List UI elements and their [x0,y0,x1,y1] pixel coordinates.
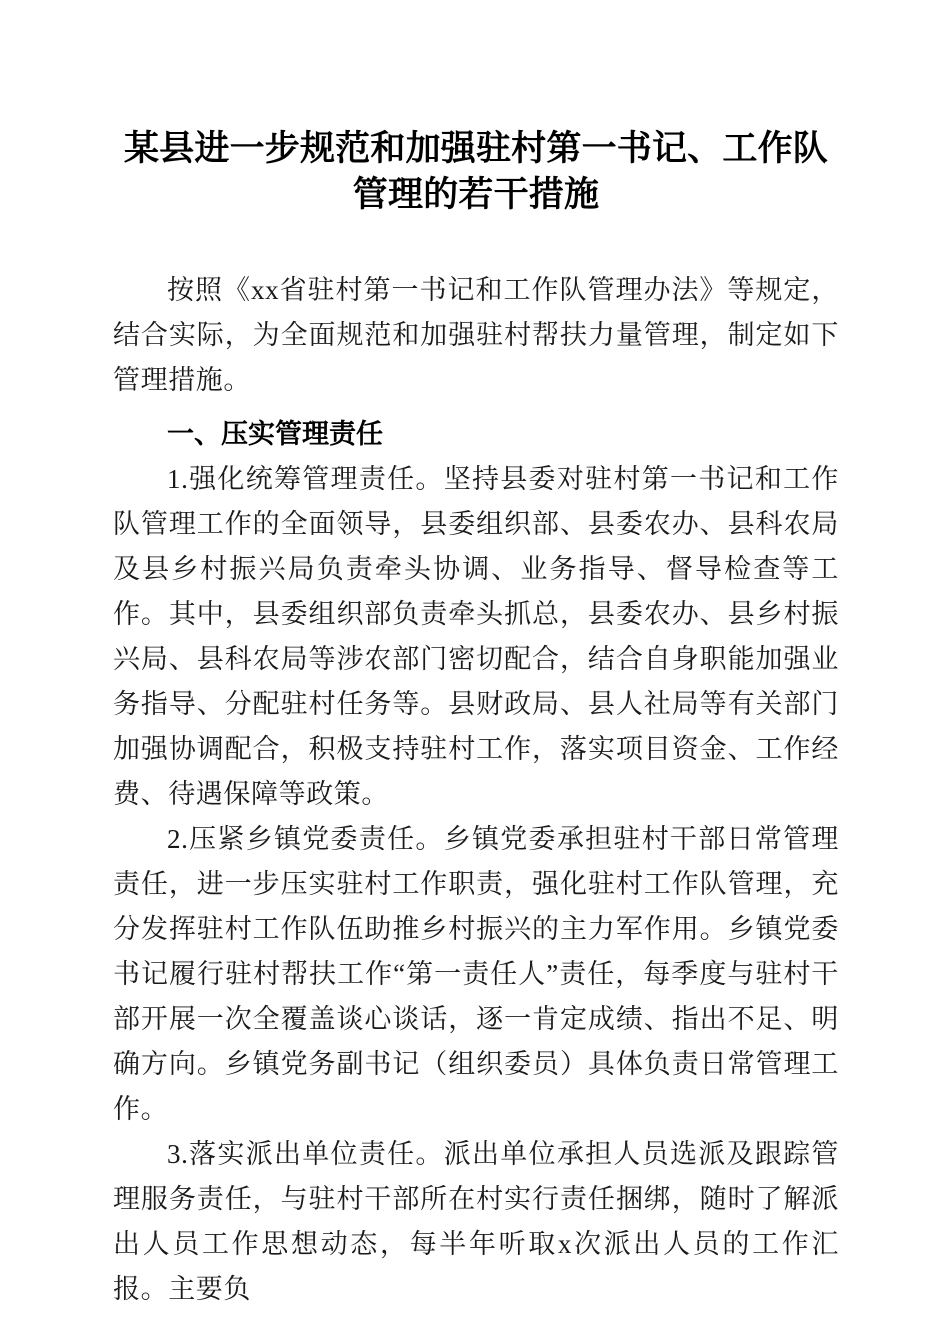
section-1-paragraph-3: 3.落实派出单位责任。派出单位承担人员选派及跟踪管理服务责任，与驻村干部所在村实行责任捆绑，随时了解派出人员工作思想动态，每半年听取x次派出人员的工作汇报。主要负 [113,1139,839,1304]
section-1-paragraph-1: 1.强化统筹管理责任。坚持县委对驻村第一书记和工作队管理工作的全面领导，县委组织部、县委农办、县科农局及县乡村振兴局负责牵头协调、业务指导、督导检查等工作。其中，县委组织部负责牵头抓总，县委农办、县乡村振兴局、县科农局等涉农部门密切配合，结合自身职能加强业务指导、分配驻村任务等。县财政局、县人社局等有关部门加强协调配合，积极支持驻村工作，落实项目资金、工作经费、待遇保障等政策。 [113,464,839,809]
intro-paragraph: 按照《xx省驻村第一书记和工作队管理办法》等规定，结合实际，为全面规范和加强驻村帮扶力量管理，制定如下管理措施。 [113,275,839,395]
section-1-paragraph-2: 2.压紧乡镇党委责任。乡镇党委承担驻村干部日常管理责任，进一步压实驻村工作职责，强化驻村工作队管理，充分发挥驻村工作队伍助推乡村振兴的主力军作用。乡镇党委书记履行驻村帮扶工作“第一责任人”责任，每季度与驻村干部开展一次全覆盖谈心谈话，逐一肯定成绩、指出不足、明确方向。乡镇党务副书记（组织委员）具体负责日常管理工作。 [113,824,839,1124]
page-title: 某县进一步规范和加强驻村第一书记、工作队管理的若干措施 [123,129,828,214]
section-heading-1: 一、压实管理责任 [167,419,383,449]
document-body [113,0,839,1312]
